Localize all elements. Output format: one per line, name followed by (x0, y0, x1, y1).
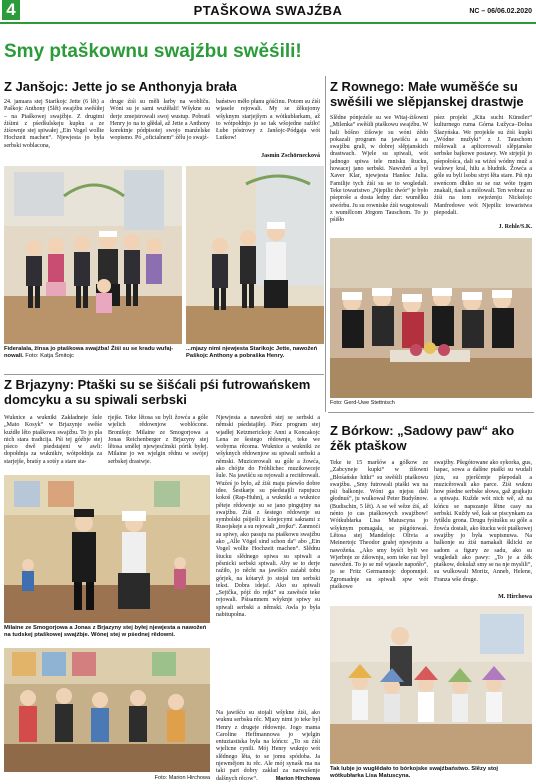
article-brjazyny-col1: Wuknice a wukniki Zakładneje šule „Mato Kosyk“ w Brjazynje swěśe kuźdłe lěto ptaškowu swajźbu. To jo pla nich stara tradicija. Pśi tej góźbje stej pśeco dwě pśedstajeni w awli: dopołdnja za wuknikiv, wótpołdnja za starjejše, bratśy a sotśy a stare sta- (4, 415, 102, 465)
caption-brjazyny: Milaine ze Smogorjowa a Jonas z Brjazyny stej byłej njewjesta a nawožeń na tudskej ptaškowej swajźbje. Wónej stej w pśednej rědowni. (4, 625, 207, 638)
article-janšojc-title: Z Janšojc: Jette jo se Anthonyja brała (4, 79, 237, 94)
article-borkow-col1: Teke te 15 maršów a gólkow ze „Zabcyneje kupki“ w źišowni „Błośańske hitki“ su swěśili ptaškowu swajźbu. „Smy futrowali ptaški wu na pśi balkonje. Wóni ga njejsu dali głodnuś“, ju wulkował Peter Budyšnow. (Budischin, 5 lět). A se wě wěze źiś, až nénto jo cas ptaškowych swajźbow! Wótkubłarka Lisa Matuscyna jo wšyknym pomagała, se pśigótowaś. Lětosa stej Mandelojc Olivia a Meinertojc Theodor grałej njewjestu a nawožeńa. „Ako smy byśći byli we Wjerbnje ze źišownju, som teke raz byl nawožeń. To jo se mě wjasele napońło“, jo se Fritz Germannojc dopomnjeł. Zgromadnje su spiwali spw wót ptaškowe (330, 460, 428, 591)
column-divider (325, 76, 326, 412)
article-brjazyny-col2: rjejše. Teke lětosa su byli žowća a góle wjelich rědownjow woblócone. Bronišojc Milaine ze Smogorjowa a Jonas Reichenberger z Brjazyny stej lětosa smělej njewjesćinski pórik byłej. Milaine jo we wjelgin rědnu w swójej serbskej drastwje. (108, 415, 208, 465)
page-headline: Smy ptaškownu swajźbu swěśili! (4, 41, 302, 62)
caption-borkow: Tak lubje jo wuglědało to bórkojske swajźbaństwo. Slězy stoj wótkubłarka Lisa Matuscyna. (330, 766, 499, 779)
article-janšojc-col3: baństwo měło płanu góśćinu. Potom su źiśi wjasele rejowali. My se źěkujomy wšyknym starjejšym a wótkubłarkam, až to wótpołdnjo jo se tak wšojedne raźiło! Łube póstrowy z Janšojc-Pódgaja wót Lutkow! (216, 99, 320, 142)
page-header (0, 0, 536, 24)
article-borkow-title: Z Bórkow: „Sadowy paw“ ako źěk ptaškow (330, 423, 515, 453)
article-borkow-col2: swajźby. Pšegótowane ako sykorka, gus, hapac, sowa a dalšne ptaški su wudali jśzu, su pjeršćenje pšepodali a muzicěrowali ako parce. Źiśi wuknu how pśedne serbske słowa, gaž grajkaju a spiwaju. Kužde wót nich wě, až na kóńcu se napszanje lětne casy na serbski. Kuždy wě, kak se piscynkam za fytšklu grona. Drugu fyśtušku su góle a žowća dostali, ako štucku wót ptaškowej swajźby jo była wupisnuwa. Na balkonje su źiśi namakali šklicki ze sadom a figury ze sadu, ako su wugledali ako pawy: „To je a źěk ptaškow, dokulaž smy se na nje myslili“, su wulkowali Moritz, Anneb, Helene, Franza wše druge. (434, 460, 532, 583)
photo-bride-and-groom (186, 166, 324, 344)
article-brjazyny-col3-b: Na jawišću su stojali wšykne źiśi, ako wuknu serbsku rěc. Mjazy nimi jo teke byl Henry z drugeje rědownje. Jogo mama Caroline Heffmannowa jo wjelgin entuziastiska była na kóńcu: „To su źiśi wjelicne cynili. Mój Henry wuknjo wót slědnego lěta, to se jomu spódoba. Ja njewmějom tu rěc. Ale mój synaśk ma na taki part dobry zakład za narwušenje dalšnych rěcow“. (216, 710, 320, 782)
page-number: 4 (2, 0, 20, 20)
article-brjazyny-title: Z Brjazyny: Ptaški su se šišćali pśi futrowańskem domcyku a su spiwali serbski (4, 377, 311, 407)
article-janšojc-col2: druge źiśi su měli łarby na wobliču. Wóni su je sami wuźěłali! Wšykne su derje zmejstrowali swoj wustup. Pobratš Henry jo na to głědał, až Jette a Anthony korektnje pódpisotej swojo manźelske wopismo. Pó „oficialnem“ źělu jo swajź- (110, 99, 210, 142)
article-rownego-col1: Slědne pónjeźele su we Witaj-źišowni „Milenka“ swěśili ptaškowu swajźbu. W hali bóšno źišowje su wóni źědo pokazali program na jawišću a su swajźbu grali, w dobrej slěpjanskich drastwach. Wjele su spiwali, wót jadnogo spiwa tele mnisku štucku, howacej jano serbski. Nawožeń a byl Xaver Klar, njewjesta Hanšoc Julia. Familije tych źiśi su se to wogledali. Teke towaristwo „Njepilic dwór“ je było pśeproše a dosta ledny dar: wumělku stwórbu. Ju su rowniske źiśi wugotowali z wumělcom Jörgom Tauschom. To jo pśišło (330, 115, 428, 224)
masthead-title: PTAŠKOWA SWAJŹBA (193, 3, 343, 18)
caption-photo-2: ...mjazy nimi njewjesta Starikojc Jette, nawožeń Paškojc Anthony a pobraška Henry. (186, 346, 318, 359)
photo-rownego-children (330, 238, 532, 398)
photo-brjazyny-children (4, 648, 210, 772)
article-janšojc-col1: 24. januara stej Starikojc Jette (6 lět) a Paškojc Anthony (5lět) swajźbu swěśiłej – na Ptaškowej swajźbje. Z drugimi źiśimi z pśedšulskeju kupku a ze źiśownje stej spiwałej „Ein Vogel wollte Hochzeit machen“. Njewjesta jo była serbski woblacona, (4, 99, 104, 149)
photo-children-wedding-1 (4, 166, 182, 344)
article-brjazyny-col3-a: Njewjesta a nawožeń stej se serbski a němski pśedstajiłej. Pśez program stej wjadłej Ketzmerickojc Anni a Koncakojc Lena ze šestego rědownje, teke we wobyma rěcoma. Wuknice a wukniki ze wšyknych rědownjow su spiwali serbski a němski. Muzicerowali su góle a žowća, ako chójże do Fróhlichec muzikowceje šule. Na jawišću su rejowali a recitěrowali. Wuźeś jo było, až źiśi maju pśewšo dobre idee. Šestkarje su pśedstajili rapujucu kokoš (Rap-Huhn), a wukniki a wuknice pěteje rědownje su se jano pingujiny na swajźbu. Źiśi z šestego rědownje su symbolski pśiješli z kónjecymi saknami z Rusojskeje a su rejowali „trojku“. Zanmoći su spiwy, ako pasuju na ptaškowu swajźbu ako „Alle Vögel sind schon da“ abo „Ein Vogel wollte Hochzeit machen“. Slědnu štucku slědnego spiwa su spiwali a pěsnicki serbski spiwali. Aby se to derje raźiło, jo něcht na jawišćo zaźahł tobu górjek, na kótaryž jo stojał ten serbski tekst. Dobra ideja!. Ako su spiwali „Sejtčka, pójź do rejki“ su zawěsće teke rejowali. Pśisamnem wšyknje spiwy su spiwali serbski a němski. Awla jo była nabitupołna. (216, 415, 320, 619)
section-divider-right (328, 412, 534, 413)
caption-photo-1-text: Fideralala, žinsa jo ptaškowa swajźba! Źiśi su se kradu wufaj-nowali. (4, 346, 174, 359)
header-rule (0, 22, 536, 24)
article-janšojc-signature: Jasmin Zschörnecková (261, 153, 320, 159)
article-rownego-signature: J. Rehle/S.K. (498, 224, 532, 230)
article-rownego-title: Z Rownego: Małe wuměšće su swěśili we slěpjanskej drastwje (330, 79, 524, 109)
issue-info: NC – 06/06.02.2020 (469, 8, 532, 15)
caption-photo-1-credit: Foto: Katja Šmitojc (25, 353, 74, 359)
caption-photo-1 (4, 346, 182, 360)
article-borkow-signature: M. Hirchowa (498, 594, 532, 600)
article-brjazyny-signature: Marion Hirchowa (275, 776, 320, 782)
rownego-photo-credit: Foto: Gerd-Uwe Stettnisch (330, 400, 395, 406)
brjazyny-photo-credit: Foto: Marion Hirchowa (154, 775, 210, 781)
section-divider-left (4, 374, 324, 375)
article-rownego-col2: pśez projekt „Kita sucht Künstler“ kulturnego ruma Górna Łužyca–Dolna Ślazyńska. We projekše su źiśi kupki „Wódne mužyki“ z J. Tauschom mólowali a aplicerowali slěpjanske serbske bajkowe postawy. We strjejśi jo pśepołośca, dali su wiźeś wódny muž a wulowy kral, hilu a bludnik. Žowća a góle su byli lsobu stryt łěta stare. Pśi nju sweńcom dhiko su se raz wóte tygen znakali, ńasli a mólowali. Ten wobraz su źiśi na tom swjeźenju Nickelojc Manfredowe wót Njepilic towaristwa piepodali. (434, 115, 532, 216)
photo-borkow-group (330, 606, 532, 764)
photo-brjazyny-couple (4, 475, 210, 623)
